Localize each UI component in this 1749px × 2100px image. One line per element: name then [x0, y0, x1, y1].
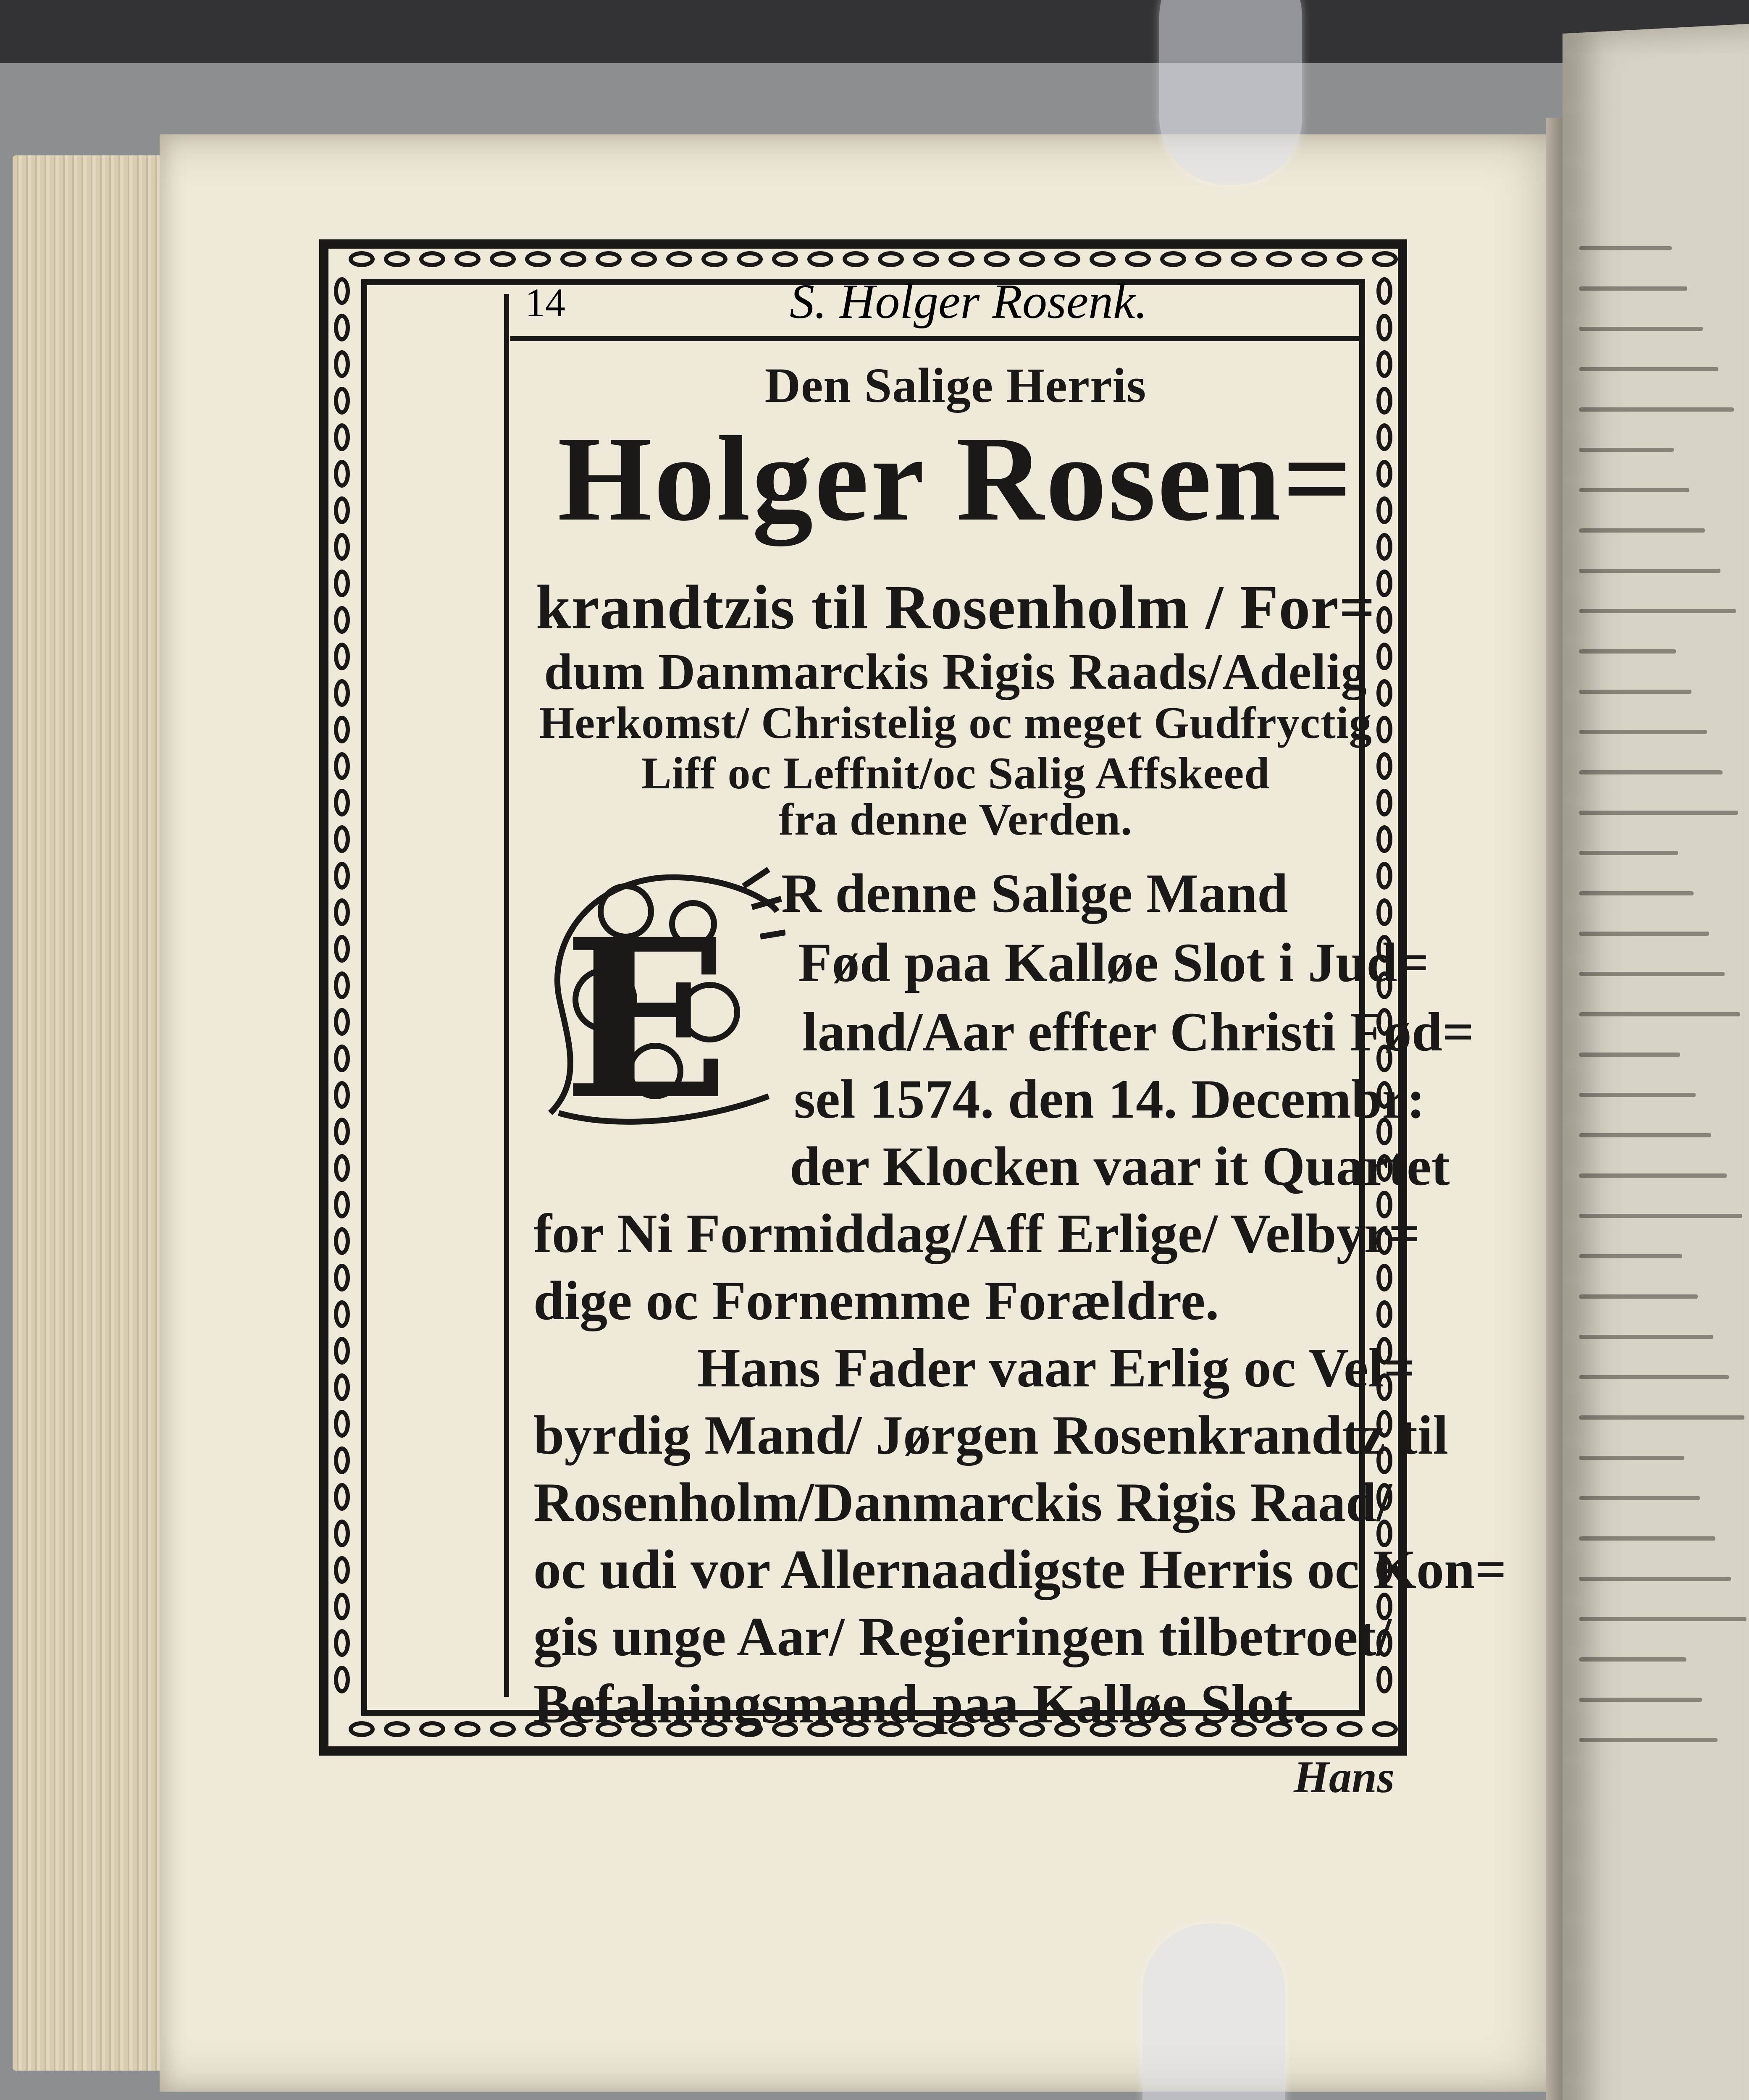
facing-page-line [1579, 1456, 1684, 1460]
frame-ornament-link [560, 251, 586, 267]
facing-page-line [1579, 327, 1703, 331]
frame-ornament-link [334, 752, 350, 780]
book-page-edges [13, 155, 164, 2071]
frame-ornament-link [334, 1154, 350, 1182]
body-line-4: sel 1574. den 14. Decembr: [794, 1068, 1426, 1130]
title-line-2: Holger Rosen= [557, 411, 1354, 546]
frame-ornament-link [913, 251, 939, 267]
facing-page-line [1579, 1133, 1711, 1137]
frame-ornament-link [334, 679, 350, 707]
body-line-13: Befalningsmand paa Kalløe Slot. [533, 1673, 1307, 1735]
bottom-book-clip [1142, 1924, 1285, 2100]
frame-ornament-link [334, 460, 350, 488]
title-line-3: krandtzis til Rosenholm / For= [536, 572, 1376, 642]
facing-page-line [1579, 1617, 1746, 1621]
body-line-10: Rosenholm/Danmarckis Rigis Raad/ [533, 1471, 1392, 1533]
frame-ornament-link [1160, 251, 1186, 267]
frame-ornament-link [984, 251, 1010, 267]
frame-ornament-link [1376, 898, 1392, 926]
facing-page-line [1579, 569, 1720, 573]
frame-ornament-link [1376, 277, 1392, 305]
frame-ornament-link [334, 825, 350, 853]
body-line-12: gis unge Aar/ Regieringen tilbetroet/ [533, 1606, 1392, 1667]
frame-ornament-link [384, 1721, 410, 1737]
running-head: S. Holger Rosenk. [790, 274, 1148, 329]
frame-ornament-link [701, 251, 727, 267]
drop-cap-flourish-icon [533, 861, 785, 1130]
facing-page-line [1579, 609, 1736, 613]
facing-page-line [1579, 488, 1689, 492]
title-line-5: Herkomst/ Christelig oc meget Gudfryctig [539, 698, 1372, 748]
facing-page-line [1579, 730, 1707, 734]
facing-page-line [1579, 690, 1691, 694]
frame-ornament-link [737, 251, 763, 267]
frame-ornament-link [772, 251, 798, 267]
frame-ornament-link [334, 643, 350, 670]
facing-page-line [1579, 811, 1738, 815]
frame-ornament-link [1337, 1721, 1363, 1737]
frame-ornament-link [349, 251, 375, 267]
body-line-9: byrdig Mand/ Jørgen Rosenkrandtz til [533, 1404, 1449, 1466]
frame-ornament-link [334, 1118, 350, 1145]
header-rule [510, 336, 1363, 341]
title-line-4: dum Danmarckis Rigis Raads/Adelig [544, 643, 1367, 700]
top-book-clip [1159, 0, 1302, 185]
frame-ornament-link [334, 1410, 350, 1438]
ornamental-drop-cap [533, 861, 785, 1130]
frame-ornament-link [334, 277, 350, 305]
frame-ornament-link [334, 971, 350, 999]
frame-ornament-link [334, 1045, 350, 1072]
frame-ornament-link [419, 251, 445, 267]
body-line-2: Fød paa Kalløe Slot i Jud= [798, 932, 1429, 993]
frame-ornament-link [631, 251, 657, 267]
frame-ornament-link [596, 251, 622, 267]
frame-ornament-link [334, 1337, 350, 1365]
frame-ornament-link [1125, 251, 1151, 267]
facing-page-line [1579, 1577, 1731, 1581]
frame-ornament-link [1372, 1721, 1398, 1737]
frame-ornament-link [843, 251, 869, 267]
facing-page-line [1579, 972, 1725, 976]
facing-page-line [1579, 1698, 1702, 1702]
frame-ornament-link [1376, 862, 1392, 890]
frame-ornament-link [334, 1227, 350, 1255]
facing-page-line [1579, 1335, 1713, 1339]
frame-ornament-link [419, 1721, 445, 1737]
frame-ornament-link [1376, 1264, 1392, 1292]
frame-ornament-link [334, 1264, 350, 1292]
frame-ornament-link [334, 423, 350, 451]
title-line-7: fra denne Verden. [778, 795, 1133, 845]
frame-ornament-link [334, 496, 350, 524]
frame-ornament-link [334, 1556, 350, 1584]
facing-page-line [1579, 1214, 1742, 1218]
frame-ornament-link [334, 1446, 350, 1474]
frame-ornament-link [490, 1721, 516, 1737]
frame-ornament-link [454, 251, 481, 267]
frame-ornament-link [349, 1721, 375, 1737]
frame-ornament-link [334, 1008, 350, 1036]
facing-page-line [1579, 932, 1709, 936]
facing-page-line [1579, 246, 1672, 250]
frame-ornament-link [666, 251, 692, 267]
body-line-7: dige oc Fornemme Forældre. [533, 1270, 1219, 1331]
frame-ornament-link [334, 898, 350, 926]
frame-ornament-link [878, 251, 904, 267]
facing-page-line [1579, 1093, 1696, 1097]
frame-ornament-link [334, 1081, 350, 1109]
frame-ornament-link [334, 1300, 350, 1328]
frame-ornament-top [349, 251, 1407, 267]
frame-ornament-link [490, 251, 516, 267]
frame-ornament-link [454, 1721, 481, 1737]
facing-page-line [1579, 1496, 1700, 1500]
facing-page-line [1579, 891, 1694, 895]
frame-ornament-link [334, 533, 350, 561]
page-number: 14 [525, 280, 565, 325]
facing-page-line [1579, 1738, 1717, 1742]
title-line-1: Den Salige Herris [764, 358, 1147, 413]
frame-ornament-link [384, 251, 410, 267]
frame-ornament-link [334, 716, 350, 743]
frame-ornament-link [1376, 1666, 1392, 1693]
body-line-3: land/Aar effter Christi Fød= [802, 1001, 1474, 1063]
body-line-1: R denne Salige Mand [781, 862, 1288, 924]
frame-ornament-link [948, 251, 974, 267]
frame-ornament-link [1054, 251, 1080, 267]
facing-page-line [1579, 1375, 1729, 1379]
facing-page-line [1579, 1012, 1740, 1016]
frame-ornament-link [334, 1520, 350, 1547]
svg-text:E: E [563, 891, 730, 1130]
frame-ornament-link [334, 862, 350, 890]
frame-ornament-link [1376, 314, 1392, 341]
facing-page-line [1579, 770, 1723, 774]
facing-page-line [1579, 367, 1718, 371]
frame-ornament-link [334, 1191, 350, 1218]
body-line-8: Hans Fader vaar Erlig oc Vel= [697, 1337, 1415, 1399]
margin-rule [504, 294, 509, 1697]
facing-page-line [1579, 407, 1734, 412]
frame-ornament-link [1301, 251, 1327, 267]
facing-page-line [1579, 1254, 1682, 1258]
frame-ornament-link [334, 935, 350, 963]
title-line-6: Liff oc Leffnit/oc Salig Affskeed [641, 748, 1270, 798]
frame-ornament-link [1337, 251, 1363, 267]
right-page-text-lines [1579, 210, 1749, 1848]
facing-page-line [1579, 851, 1678, 855]
frame-ornament-link [1019, 251, 1045, 267]
frame-ornament-link [334, 570, 350, 597]
frame-ornament-link [1195, 251, 1221, 267]
frame-ornament-link [1231, 251, 1257, 267]
frame-ornament-link [334, 1593, 350, 1620]
frame-ornament-link [1266, 251, 1292, 267]
facing-page-line [1579, 1053, 1680, 1057]
frame-ornament-link [334, 1629, 350, 1657]
body-line-11: oc udi vor Allernaadigste Herris oc Kon= [533, 1538, 1507, 1600]
frame-ornament-link [525, 251, 551, 267]
facing-page-line [1579, 1657, 1686, 1662]
frame-ornament-link [334, 1666, 350, 1693]
frame-ornament-link [334, 606, 350, 634]
facing-page-line [1579, 649, 1676, 654]
body-line-6: for Ni Formiddag/Aff Erlige/ Velbyr= [533, 1202, 1421, 1264]
frame-ornament-link [1090, 251, 1116, 267]
body-line-5: der Klocken vaar it Quartet [790, 1135, 1450, 1197]
facing-page-line [1579, 286, 1687, 291]
frame-ornament-link [334, 387, 350, 415]
frame-ornament-link [334, 314, 350, 341]
facing-page-line [1579, 1536, 1715, 1541]
frame-ornament-link [1372, 251, 1398, 267]
frame-ornament-left [334, 277, 350, 1702]
facing-page-line [1579, 1415, 1744, 1420]
frame-ornament-link [334, 789, 350, 816]
frame-ornament-link [1376, 1300, 1392, 1328]
frame-ornament-link [334, 350, 350, 378]
frame-ornament-link [807, 251, 833, 267]
facing-page-line [1579, 448, 1674, 452]
facing-page-line [1579, 528, 1705, 533]
facing-page-line [1579, 1173, 1727, 1178]
catchword: Hans [1294, 1752, 1395, 1802]
frame-ornament-link [334, 1373, 350, 1401]
frame-ornament-link [334, 1483, 350, 1511]
facing-page-line [1579, 1294, 1698, 1299]
